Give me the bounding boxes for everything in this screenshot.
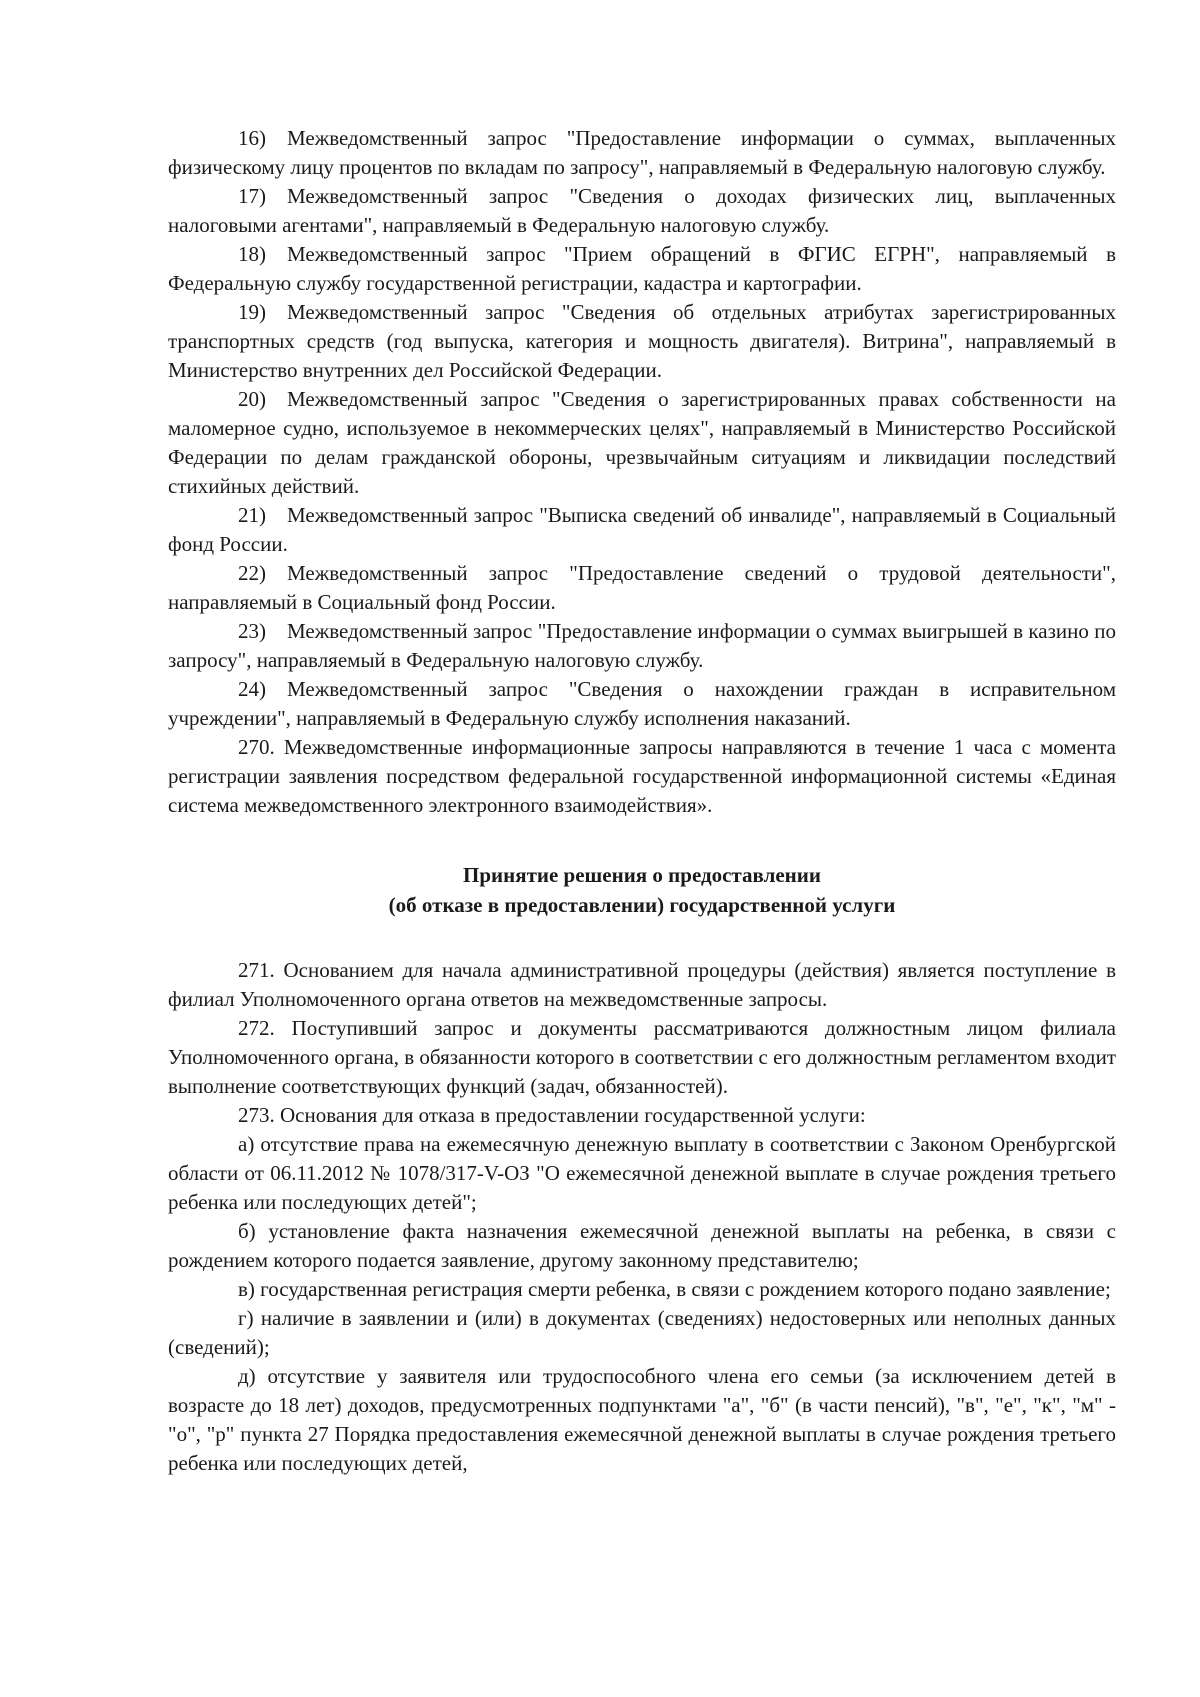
paragraph-group-top: [168, 124, 1116, 820]
paragraph-270: 270. Межведомственные информационные запросы направляются в течение 1 часа с момента регистрации заявления посредством федеральной государственной информационной системы «Единая система межведомственного электронного взаимодействия».: [168, 735, 1116, 817]
paragraph-item-20: 20) Межведомственный запрос "Сведения о зарегистрированных правах собственности на маломерное судно, используемое в некоммерческих целях", направляемый в Министерство Российской Федерации по делам гражданской обороны, чрезвычайным ситуациям и ликвидации последствий стихийных действий.: [168, 387, 1116, 498]
section-heading-line1: Принятие решения о предоставлении: [463, 863, 821, 887]
paragraph-272: 272. Поступивший запрос и документы рассматриваются должностным лицом филиала Уполномоченного органа, в обязанности которого в соответствии с его должностным регламентом входит выполнение соответствующих функций (задач, обязанностей).: [168, 1016, 1116, 1098]
paragraph-273: 273. Основания для отказа в предоставлении государственной услуги:: [238, 1103, 866, 1127]
paragraph-273-v: в) государственная регистрация смерти ребенка, в связи с рождением которого подано заявление;: [238, 1277, 1111, 1301]
paragraph-item-21: 21) Межведомственный запрос "Выписка сведений об инвалиде", направляемый в Социальный фонд России.: [168, 503, 1116, 556]
paragraph-item-19: 19) Межведомственный запрос "Сведения об отдельных атрибутах зарегистрированных транспортных средств (год выпуска, категория и мощность двигателя). Витрина", направляемый в Министерство внутренних дел Российской Федерации.: [168, 300, 1116, 382]
paragraph-item-23: 23) Межведомственный запрос "Предоставление информации о суммах выигрышей в казино по запросу", направляемый в Федеральную налоговую службу.: [168, 619, 1116, 672]
section-heading: [168, 860, 1116, 920]
paragraph-item-17: 17) Межведомственный запрос "Сведения о доходах физических лиц, выплаченных налоговыми агентами", направляемый в Федеральную налоговую службу.: [168, 184, 1116, 237]
section-heading-line2: (об отказе в предоставлении) государственной услуги: [388, 893, 896, 917]
paragraph-273-g: г) наличие в заявлении и (или) в документах (сведениях) недостоверных или неполных данных (сведений);: [168, 1306, 1116, 1359]
paragraph-273-a: а) отсутствие права на ежемесячную денежную выплату в соответствии с Законом Оренбургской области от 06.11.2012 № 1078/317-V-ОЗ "О ежемесячной денежной выплате в случае рождения третьего ребенка или последующих детей";: [168, 1132, 1116, 1214]
paragraph-item-18: 18) Межведомственный запрос "Прием обращений в ФГИС ЕГРН", направляемый в Федеральную службу государственной регистрации, кадастра и картографии.: [168, 242, 1116, 295]
paragraph-item-16: 16) Межведомственный запрос "Предоставление информации о суммах, выплаченных физическому лицу процентов по вкладам по запросу", направляемый в Федеральную налоговую службу.: [168, 126, 1116, 179]
paragraph-273-b: б) установление факта назначения ежемесячной денежной выплаты на ребенка, в связи с рождением которого подается заявление, другому законному представителю;: [168, 1219, 1116, 1272]
paragraph-item-24: 24) Межведомственный запрос "Сведения о нахождении граждан в исправительном учреждении", направляемый в Федеральную службу исполнения наказаний.: [168, 677, 1116, 730]
paragraph-271: 271. Основанием для начала административной процедуры (действия) является поступление в филиал Уполномоченного органа ответов на межведомственные запросы.: [168, 958, 1116, 1011]
paragraph-item-22: 22) Межведомственный запрос "Предоставление сведений о трудовой деятельности", направляемый в Социальный фонд России.: [168, 561, 1116, 614]
document-page: [168, 124, 1116, 1478]
paragraph-group-bottom: [168, 956, 1116, 1478]
paragraph-273-d: д) отсутствие у заявителя или трудоспособного члена его семьи (за исключением детей в возрасте до 18 лет) доходов, предусмотренных подпунктами "а", "б" (в части пенсий), "в", "е", "к", "м" - "о", "р" пункта 27 Порядка предоставления ежемесячной денежной выплаты в случае рождения третьего ребенка или последующих детей,: [168, 1364, 1116, 1475]
